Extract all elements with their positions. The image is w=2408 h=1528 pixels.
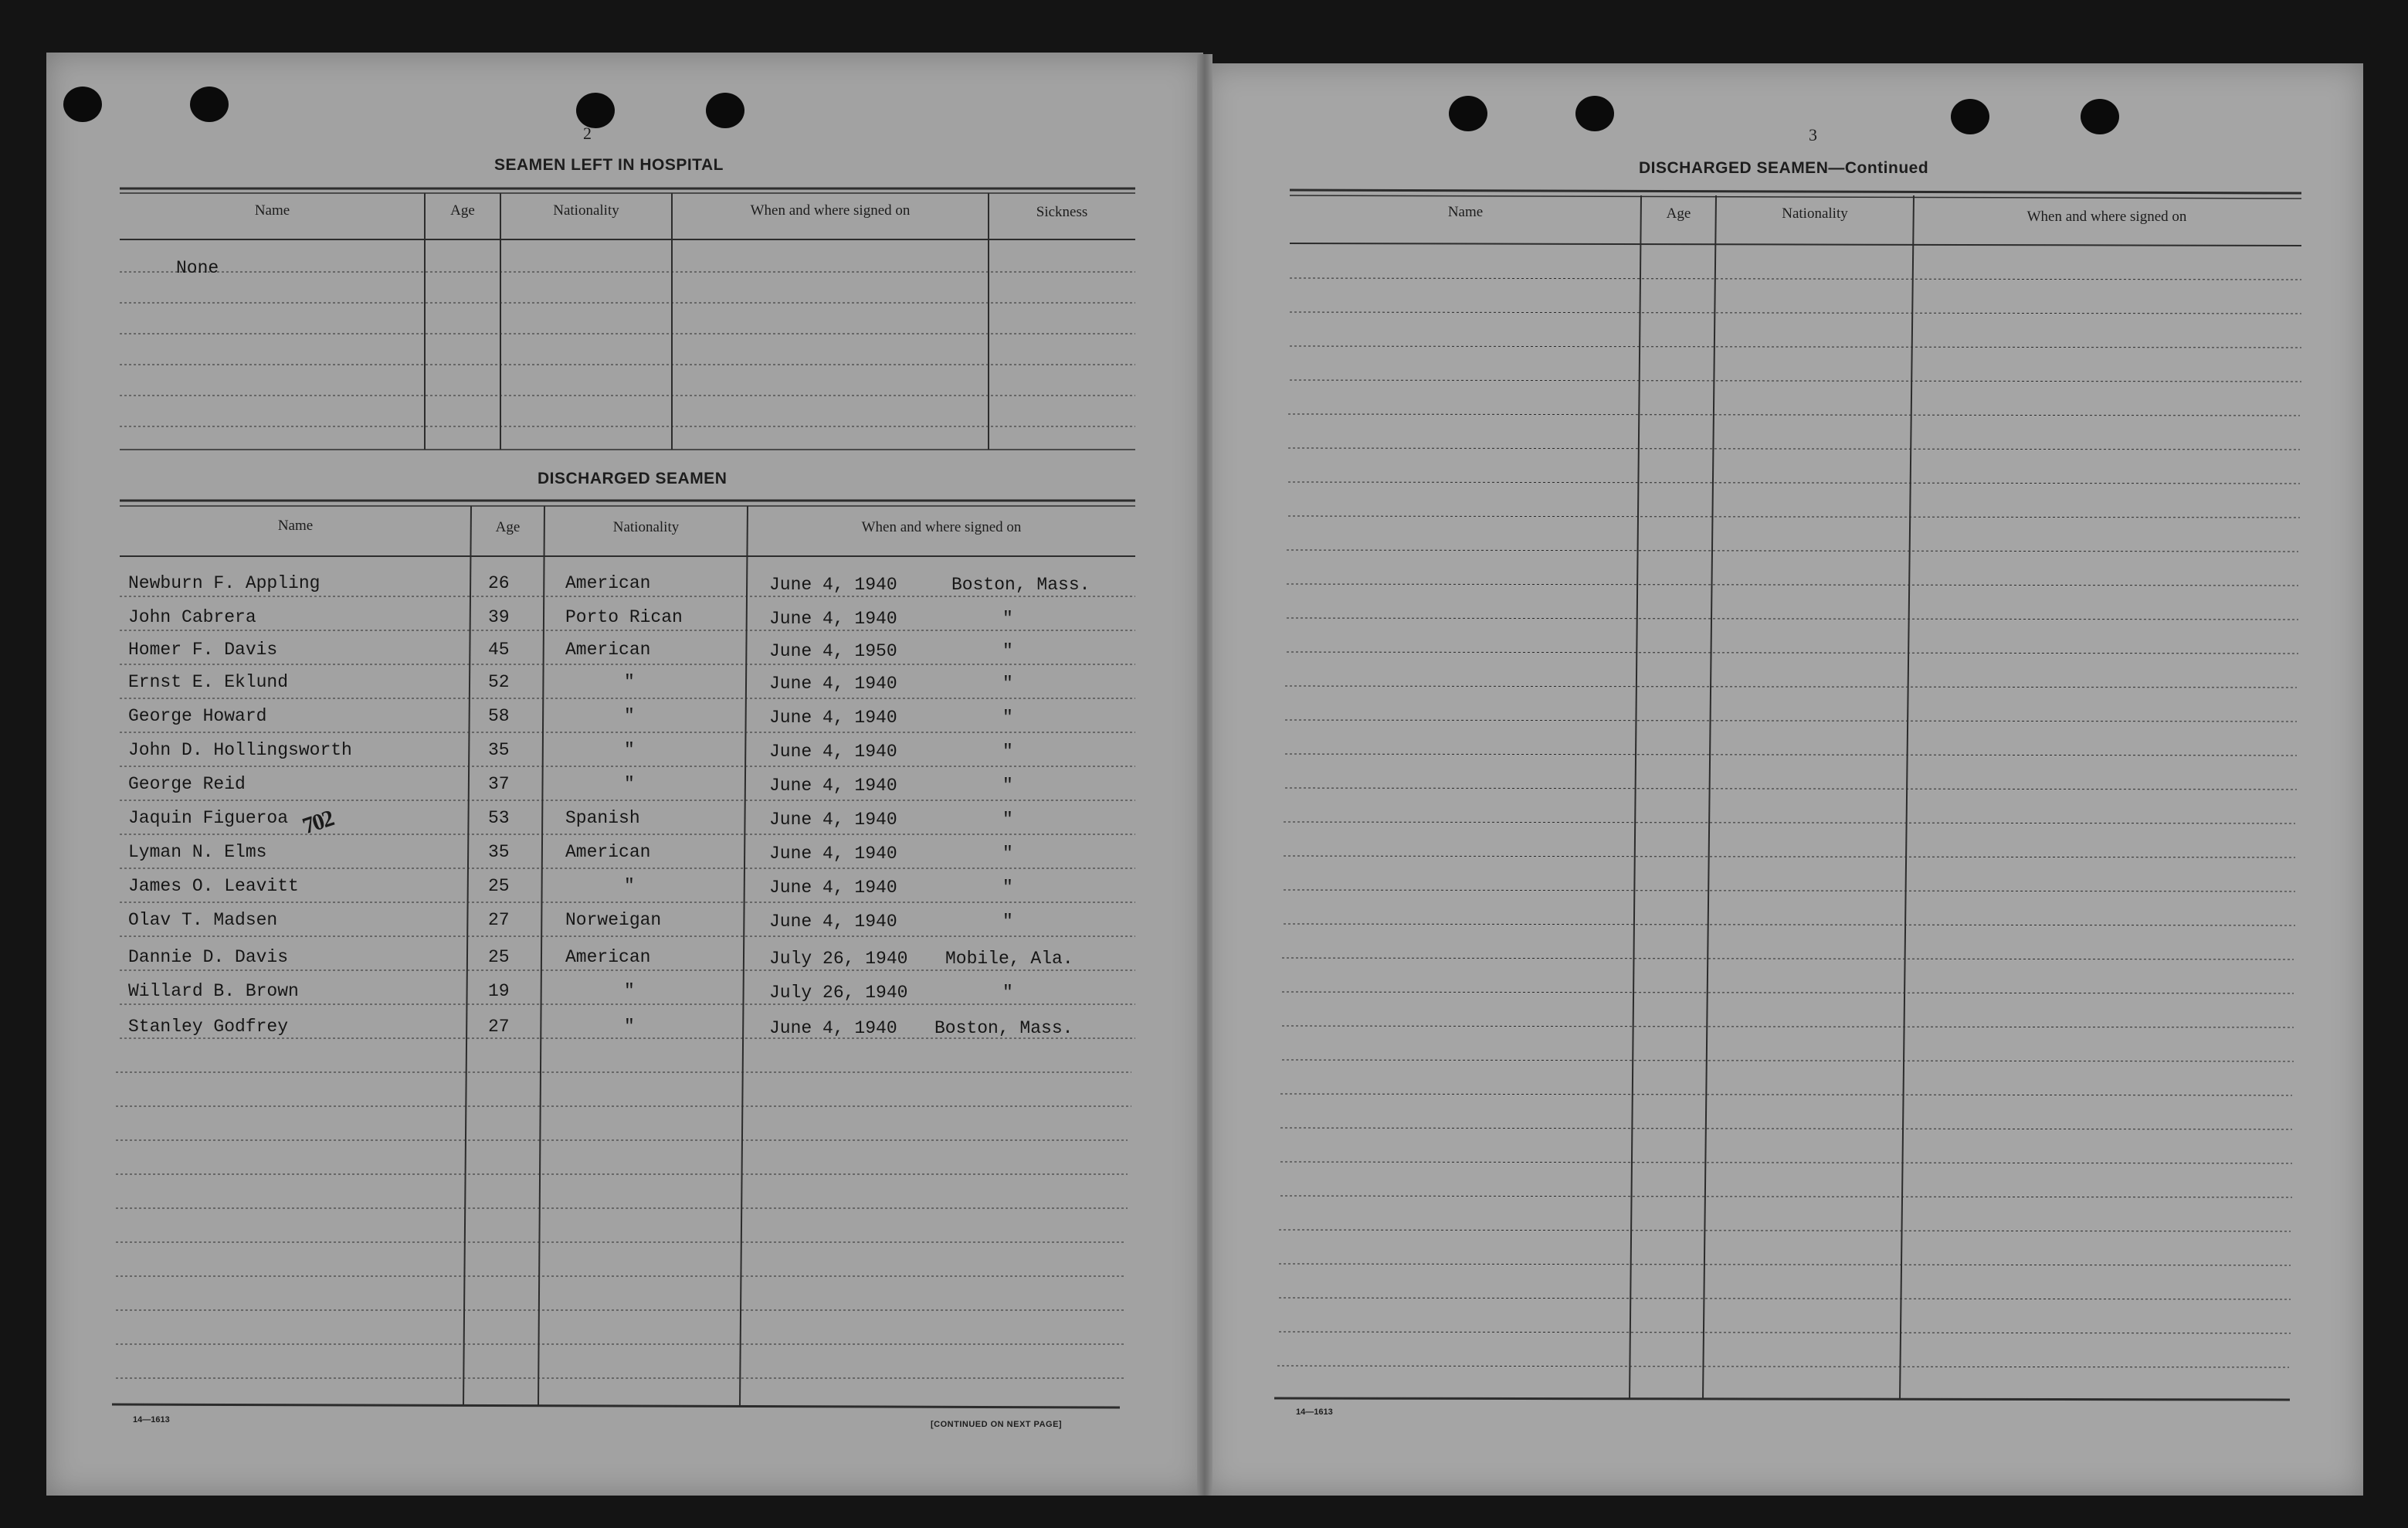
discharged-col-nationality: Nationality [612, 519, 680, 535]
seaman-signed-date: June 4, 1940 [769, 742, 897, 762]
seaman-name: Stanley Godfrey [128, 1017, 289, 1037]
seaman-signed-place: " [1002, 776, 1013, 796]
seaman-age: 19 [488, 981, 510, 1001]
seaman-age: 37 [488, 774, 510, 794]
discharged-continued-title: DISCHARGED SEAMEN—Continued [1639, 159, 1929, 177]
discharged-col-signed-on: When and where signed on [861, 519, 1022, 535]
seaman-name: Dannie D. Davis [128, 947, 289, 967]
seaman-signed-date: July 26, 1940 [769, 983, 908, 1003]
seaman-signed-date: June 4, 1940 [769, 912, 897, 932]
seaman-signed-place: " [1002, 912, 1013, 932]
seaman-name: Homer F. Davis [128, 640, 278, 660]
seaman-nationality: American [565, 842, 651, 862]
seaman-signed-place: " [1002, 641, 1013, 661]
seaman-age: 35 [488, 842, 510, 862]
seaman-signed-date: June 4, 1940 [769, 878, 897, 898]
seaman-signed-date: June 4, 1940 [769, 575, 897, 595]
discharged-section-title: DISCHARGED SEAMEN [538, 470, 727, 487]
page-number: 3 [1809, 125, 1817, 144]
seaman-name: James O. Leavitt [128, 876, 299, 896]
seaman-nationality: " [624, 981, 635, 1001]
seaman-signed-place: " [1002, 708, 1013, 728]
seaman-nationality: " [624, 774, 635, 794]
seaman-name: George Reid [128, 774, 246, 794]
seaman-signed-place: Mobile, Ala. [945, 949, 1073, 969]
seaman-nationality: Porto Rican [565, 607, 683, 627]
seaman-signed-date: June 4, 1940 [769, 708, 897, 728]
seaman-signed-place: Boston, Mass. [951, 575, 1090, 595]
seaman-age: 27 [488, 910, 510, 930]
seaman-nationality: American [565, 947, 651, 967]
seaman-age: 27 [488, 1017, 510, 1037]
seaman-age: 26 [488, 573, 510, 593]
seaman-nationality: American [565, 640, 651, 660]
stamp-mark: 702 [299, 805, 336, 840]
seaman-signed-date: June 4, 1950 [769, 641, 897, 661]
seaman-signed-date: July 26, 1940 [769, 949, 908, 969]
seaman-signed-place: " [1002, 674, 1013, 694]
seaman-name: Ernst E. Eklund [128, 672, 289, 692]
seaman-name: George Howard [128, 706, 267, 726]
hospital-col-nationality: Nationality [553, 202, 619, 219]
seaman-name: Newburn F. Appling [128, 573, 321, 593]
seaman-signed-place: " [1002, 609, 1013, 629]
seaman-age: 25 [488, 947, 510, 967]
seaman-age: 58 [488, 706, 510, 726]
discharged-col-age: Age [495, 519, 521, 535]
seaman-signed-date: June 4, 1940 [769, 609, 897, 629]
seaman-age: 45 [488, 640, 510, 660]
seaman-nationality: American [565, 573, 651, 593]
seaman-signed-place: " [1002, 810, 1013, 830]
continued-col-nationality: Nationality [1782, 205, 1848, 222]
seaman-signed-date: June 4, 1940 [769, 1018, 897, 1038]
hospital-col-sickness: Sickness [1036, 204, 1088, 220]
seaman-signed-date: June 4, 1940 [769, 844, 897, 864]
seaman-signed-place: " [1002, 878, 1013, 898]
seaman-name: Olav T. Madsen [128, 910, 278, 930]
seaman-nationality: " [624, 1017, 635, 1037]
seaman-nationality: " [624, 876, 635, 896]
form-number: 14—1613 [1296, 1407, 1333, 1417]
seaman-age: 39 [488, 607, 510, 627]
seaman-name: Lyman N. Elms [128, 842, 267, 862]
seaman-signed-date: June 4, 1940 [769, 674, 897, 694]
hospital-col-age: Age [450, 202, 475, 219]
hospital-col-signed-on: When and where signed on [750, 202, 911, 219]
seaman-signed-place: " [1002, 983, 1013, 1003]
seaman-signed-place: " [1002, 742, 1013, 762]
seaman-name: Jaquin Figueroa [128, 808, 289, 828]
page-number: 2 [583, 124, 592, 143]
seaman-age: 53 [488, 808, 510, 828]
seaman-age: 35 [488, 740, 510, 760]
seaman-signed-place: Boston, Mass. [934, 1018, 1073, 1038]
hospital-section-title: SEAMEN LEFT IN HOSPITAL [494, 156, 724, 174]
seaman-name: Willard B. Brown [128, 981, 299, 1001]
seaman-age: 52 [488, 672, 510, 692]
seaman-signed-place: " [1002, 844, 1013, 864]
seaman-nationality: " [624, 706, 635, 726]
seaman-nationality: Norweigan [565, 910, 662, 930]
hospital-col-name: Name [254, 202, 290, 219]
seaman-name: John D. Hollingsworth [128, 740, 352, 760]
seaman-nationality: " [624, 740, 635, 760]
continued-col-signed-on: When and where signed on [2026, 209, 2187, 225]
hospital-entry: None [176, 258, 219, 278]
continued-col-age: Age [1666, 205, 1691, 222]
form-number: 14—1613 [133, 1415, 170, 1424]
seaman-name: John Cabrera [128, 607, 256, 627]
seaman-nationality: Spanish [565, 808, 640, 828]
seaman-signed-date: June 4, 1940 [769, 776, 897, 796]
continued-note: [CONTINUED ON NEXT PAGE] [931, 1420, 1063, 1429]
seaman-signed-date: June 4, 1940 [769, 810, 897, 830]
discharged-col-name: Name [277, 518, 314, 534]
seaman-nationality: " [624, 672, 635, 692]
seaman-age: 25 [488, 876, 510, 896]
continued-col-name: Name [1447, 204, 1484, 220]
